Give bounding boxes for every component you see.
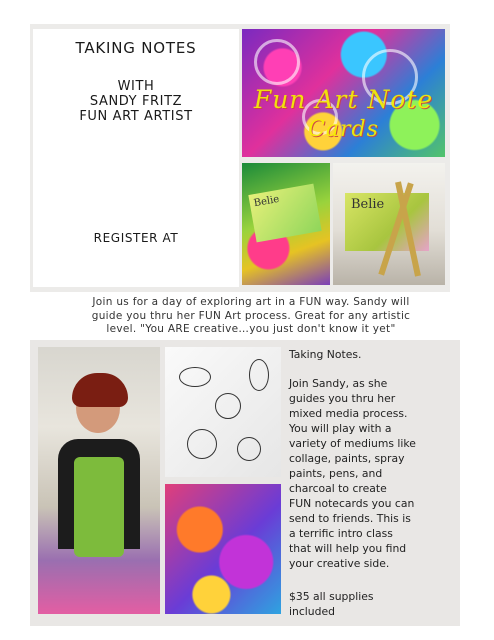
banner-text-2: Cards <box>308 117 379 142</box>
presenter-block <box>33 79 239 124</box>
fun-art-banner-image <box>242 29 445 157</box>
price-included: included <box>289 605 335 618</box>
presenter-name: SANDY FRITZ <box>89 94 183 109</box>
details-line: your creative side. <box>289 557 390 570</box>
presenter-role: FUN ART ARTIST <box>79 109 193 124</box>
intro-line: guide you thru her FUN Art process. Great for any artistic <box>91 309 411 322</box>
flyer-title: TAKING NOTES <box>75 39 197 57</box>
doodle-shape <box>215 393 241 419</box>
notecard-photo-left <box>242 163 330 285</box>
price-block <box>289 589 449 619</box>
details-line: that will help you find <box>289 542 407 555</box>
notecard: Belie <box>345 193 429 251</box>
swirl-decoration <box>254 39 300 85</box>
doodle-shape <box>237 437 261 461</box>
details-body <box>289 376 449 571</box>
details-line: send to friends. This is <box>289 512 411 525</box>
details-line: a terrific intro class <box>289 527 393 540</box>
details-line: FUN notecards you can <box>289 497 415 510</box>
details-line: You will play with a <box>289 422 392 435</box>
details-line: collage, paints, spray <box>289 452 405 465</box>
details-line: Join Sandy, as she <box>289 377 388 390</box>
mixed-media-photo <box>165 484 281 614</box>
details-line: charcoal to create <box>289 482 387 495</box>
doodle-shape <box>179 367 211 387</box>
register-text: REGISTER AT <box>93 231 179 245</box>
price-line: $35 all supplies <box>289 590 374 603</box>
details-line: guides you thru her <box>289 392 396 405</box>
intro-paragraph <box>44 296 458 337</box>
doodle-shape <box>249 359 269 391</box>
details-line: variety of mediums like <box>289 437 416 450</box>
doodle-shape <box>187 429 217 459</box>
line-drawing-photo <box>165 347 281 477</box>
with-line: WITH <box>117 79 155 94</box>
banner-text: Fun Art Note <box>253 85 434 114</box>
notecard: Belie <box>248 184 321 243</box>
notecard-photo-right <box>333 163 445 285</box>
details-heading: Taking Notes. <box>289 348 362 361</box>
details-line: mixed media process. <box>289 407 408 420</box>
intro-line: level. "You ARE creative…you just don't know it yet" <box>106 323 396 335</box>
title-box <box>33 29 239 287</box>
artist-hair <box>72 373 128 407</box>
artist-apron <box>74 457 124 557</box>
artist-photo <box>38 347 160 614</box>
intro-line: Join us for a day of exploring art in a FUN way. Sandy will <box>92 296 410 308</box>
details-line: paints, pens, and <box>289 467 383 480</box>
